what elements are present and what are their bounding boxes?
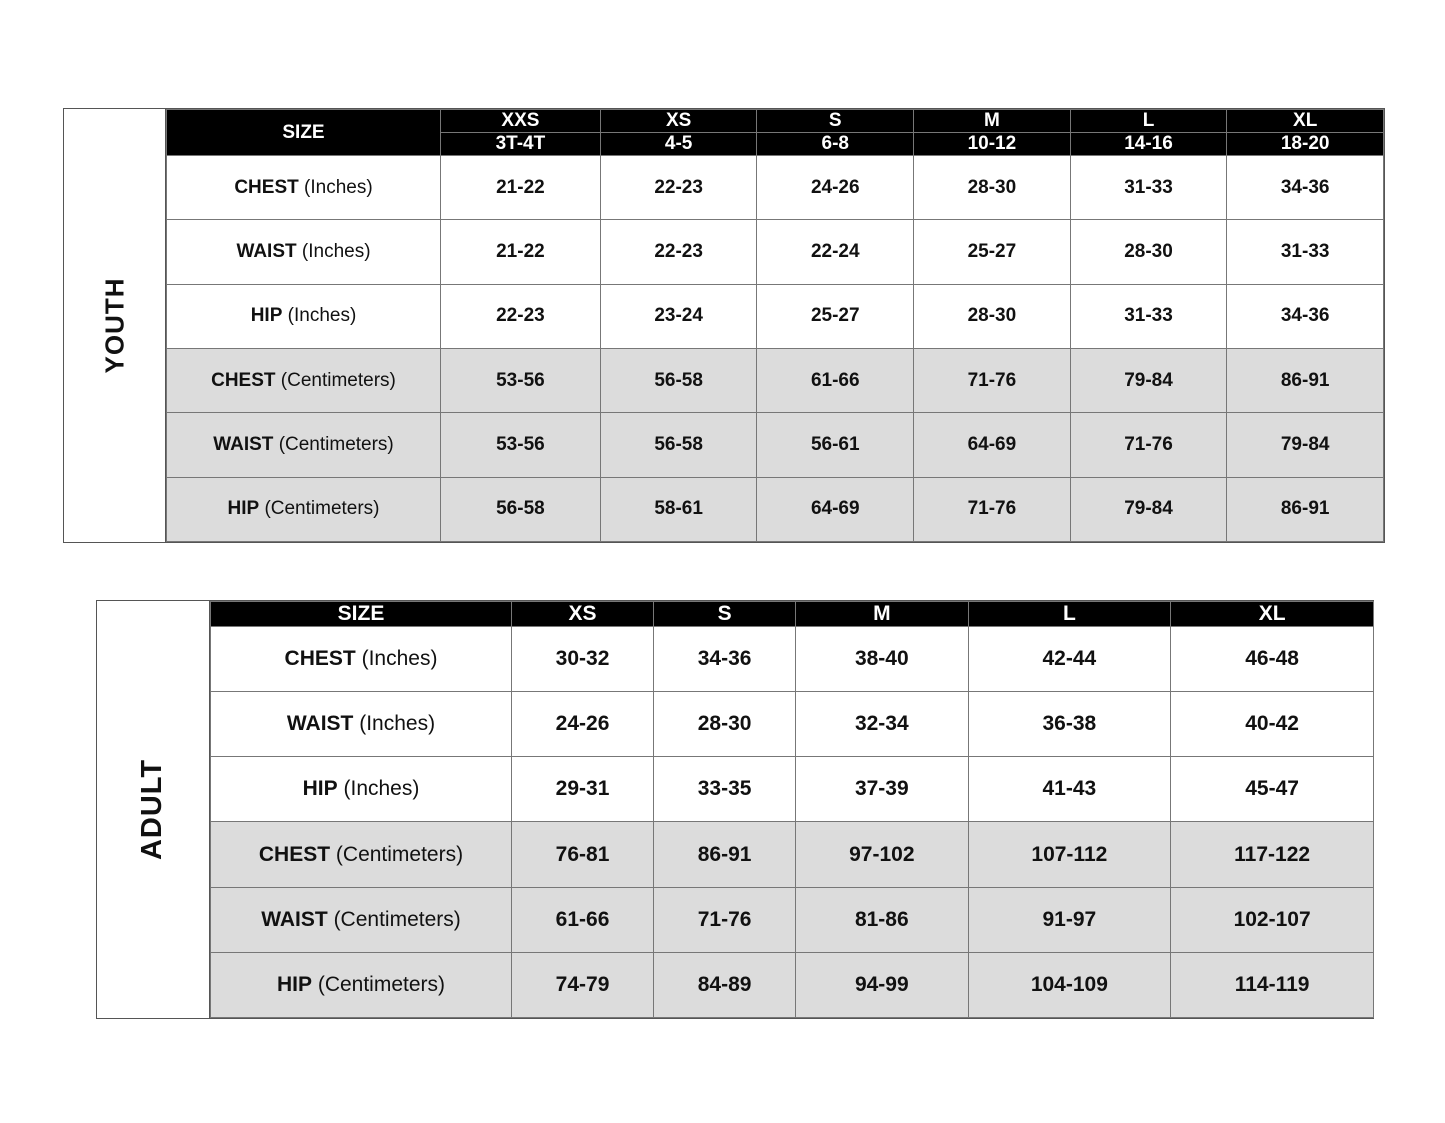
youth-size-m: M xyxy=(914,110,1071,133)
adult-section-label: ADULT xyxy=(136,758,169,861)
table-cell: 56-58 xyxy=(441,477,601,541)
adult-size-table xyxy=(210,601,1374,1018)
adult-size-header-row xyxy=(211,602,1374,627)
table-cell: 61-66 xyxy=(757,348,914,412)
table-cell: 21-22 xyxy=(441,220,601,284)
measure-unit: (Centimeters) xyxy=(264,498,380,520)
table-cell: 22-23 xyxy=(441,284,601,348)
table-cell: 71-76 xyxy=(914,477,1071,541)
youth-size-xl: XL xyxy=(1227,110,1384,133)
row-label xyxy=(167,220,441,284)
table-cell: 79-84 xyxy=(1227,413,1384,477)
youth-row-hip-inches xyxy=(167,284,1384,348)
table-cell: 102-107 xyxy=(1171,887,1374,952)
youth-age-size: 18-20 xyxy=(1227,133,1384,156)
table-cell: 86-91 xyxy=(1227,348,1384,412)
measure-unit: (Inches) xyxy=(361,647,438,671)
table-cell: 29-31 xyxy=(512,757,654,822)
measure-name: WAIST xyxy=(286,712,354,736)
measure-unit: (Centimeters) xyxy=(333,907,461,931)
measure-unit: (Centimeters) xyxy=(335,842,464,866)
youth-size-s: S xyxy=(757,110,914,133)
table-cell: 21-22 xyxy=(441,156,601,220)
table-cell: 40-42 xyxy=(1171,692,1374,757)
table-cell: 79-84 xyxy=(1070,477,1227,541)
measure-unit: (Centimeters) xyxy=(280,369,396,391)
table-cell: 28-30 xyxy=(914,156,1071,220)
table-cell: 53-56 xyxy=(441,348,601,412)
row-label xyxy=(167,156,441,220)
table-cell: 61-66 xyxy=(512,887,654,952)
table-cell: 94-99 xyxy=(796,952,968,1017)
youth-row-chest-cm xyxy=(167,348,1384,412)
adult-size-s: S xyxy=(654,602,796,627)
youth-age-size: 6-8 xyxy=(757,133,914,156)
adult-row-hip-cm xyxy=(211,952,1374,1017)
table-cell: 56-61 xyxy=(757,413,914,477)
adult-row-waist-cm xyxy=(211,887,1374,952)
table-cell: 42-44 xyxy=(968,627,1171,692)
row-label xyxy=(167,413,441,477)
measure-unit: (Centimeters) xyxy=(317,972,446,996)
table-cell: 34-36 xyxy=(654,627,796,692)
row-label xyxy=(167,284,441,348)
measure-name: WAIST xyxy=(236,240,297,262)
table-cell: 56-58 xyxy=(600,348,757,412)
table-cell: 86-91 xyxy=(1227,477,1384,541)
table-cell: 31-33 xyxy=(1070,284,1227,348)
adult-size-m: M xyxy=(796,602,968,627)
measure-name: WAIST xyxy=(261,907,328,931)
table-cell: 91-97 xyxy=(968,887,1171,952)
table-cell: 114-119 xyxy=(1171,952,1374,1017)
measure-name: WAIST xyxy=(213,433,274,455)
table-cell: 38-40 xyxy=(796,627,968,692)
table-cell: 81-86 xyxy=(796,887,968,952)
adult-size-chart xyxy=(96,600,1374,1019)
adult-row-hip-inches xyxy=(211,757,1374,822)
table-cell: 64-69 xyxy=(757,477,914,541)
measure-unit: (Inches) xyxy=(287,305,357,327)
table-cell: 25-27 xyxy=(757,284,914,348)
table-cell: 33-35 xyxy=(654,757,796,822)
measure-name: CHEST xyxy=(284,647,356,671)
table-cell: 71-76 xyxy=(914,348,1071,412)
youth-size-header: SIZE xyxy=(167,110,441,156)
measure-name: CHEST xyxy=(234,176,299,198)
table-cell: 71-76 xyxy=(654,887,796,952)
adult-size-xs: XS xyxy=(512,602,654,627)
measure-name: HIP xyxy=(227,498,260,520)
measure-unit: (Inches) xyxy=(359,712,436,736)
measure-name: CHEST xyxy=(211,369,276,391)
measure-name: HIP xyxy=(276,972,312,996)
youth-size-l: L xyxy=(1070,110,1227,133)
youth-age-size: 4-5 xyxy=(600,133,757,156)
youth-row-chest-inches xyxy=(167,156,1384,220)
table-cell: 45-47 xyxy=(1171,757,1374,822)
measure-unit: (Inches) xyxy=(301,240,371,262)
table-cell: 58-61 xyxy=(600,477,757,541)
table-cell: 37-39 xyxy=(796,757,968,822)
youth-size-chart xyxy=(63,108,1385,543)
table-cell: 107-112 xyxy=(968,822,1171,887)
youth-size-table xyxy=(166,109,1384,542)
table-cell: 24-26 xyxy=(512,692,654,757)
table-cell: 34-36 xyxy=(1227,284,1384,348)
table-cell: 46-48 xyxy=(1171,627,1374,692)
table-cell: 31-33 xyxy=(1227,220,1384,284)
youth-size-header-row xyxy=(167,110,1384,133)
youth-size-xxs: XXS xyxy=(441,110,601,133)
adult-row-waist-inches xyxy=(211,692,1374,757)
youth-age-size: 14-16 xyxy=(1070,133,1227,156)
row-label xyxy=(211,757,512,822)
youth-age-size: 3T-4T xyxy=(441,133,601,156)
table-cell: 84-89 xyxy=(654,952,796,1017)
table-cell: 28-30 xyxy=(654,692,796,757)
table-cell: 41-43 xyxy=(968,757,1171,822)
adult-size-l: L xyxy=(968,602,1171,627)
row-label xyxy=(211,627,512,692)
measure-name: HIP xyxy=(250,305,283,327)
row-label xyxy=(211,822,512,887)
table-cell: 117-122 xyxy=(1171,822,1374,887)
table-cell: 34-36 xyxy=(1227,156,1384,220)
youth-section-label: YOUTH xyxy=(99,277,129,374)
table-cell: 28-30 xyxy=(914,284,1071,348)
table-cell: 22-23 xyxy=(600,220,757,284)
table-cell: 79-84 xyxy=(1070,348,1227,412)
adult-size-xl: XL xyxy=(1171,602,1374,627)
measure-unit: (Inches) xyxy=(343,777,420,801)
youth-row-hip-cm xyxy=(167,477,1384,541)
table-cell: 56-58 xyxy=(600,413,757,477)
youth-section-label-cell xyxy=(64,109,166,542)
table-cell: 71-76 xyxy=(1070,413,1227,477)
table-cell: 104-109 xyxy=(968,952,1171,1017)
table-cell: 97-102 xyxy=(796,822,968,887)
table-cell: 86-91 xyxy=(654,822,796,887)
youth-row-waist-cm xyxy=(167,413,1384,477)
table-cell: 25-27 xyxy=(914,220,1071,284)
adult-size-header: SIZE xyxy=(211,602,512,627)
table-cell: 24-26 xyxy=(757,156,914,220)
table-cell: 22-23 xyxy=(600,156,757,220)
measure-name: CHEST xyxy=(258,842,331,866)
measure-unit: (Centimeters) xyxy=(278,433,394,455)
youth-row-waist-inches xyxy=(167,220,1384,284)
adult-section-label-cell xyxy=(97,601,210,1018)
table-cell: 23-24 xyxy=(600,284,757,348)
youth-size-xs: XS xyxy=(600,110,757,133)
row-label xyxy=(167,348,441,412)
measure-unit: (Inches) xyxy=(304,176,373,198)
row-label xyxy=(167,477,441,541)
table-cell: 53-56 xyxy=(441,413,601,477)
row-label xyxy=(211,692,512,757)
table-cell: 30-32 xyxy=(512,627,654,692)
table-cell: 64-69 xyxy=(914,413,1071,477)
row-label xyxy=(211,887,512,952)
table-cell: 32-34 xyxy=(796,692,968,757)
adult-row-chest-inches xyxy=(211,627,1374,692)
table-cell: 76-81 xyxy=(512,822,654,887)
table-cell: 28-30 xyxy=(1070,220,1227,284)
table-cell: 22-24 xyxy=(757,220,914,284)
measure-name: HIP xyxy=(302,777,338,801)
table-cell: 31-33 xyxy=(1070,156,1227,220)
table-cell: 74-79 xyxy=(512,952,654,1017)
adult-row-chest-cm xyxy=(211,822,1374,887)
row-label xyxy=(211,952,512,1017)
table-cell: 36-38 xyxy=(968,692,1171,757)
youth-age-size: 10-12 xyxy=(914,133,1071,156)
